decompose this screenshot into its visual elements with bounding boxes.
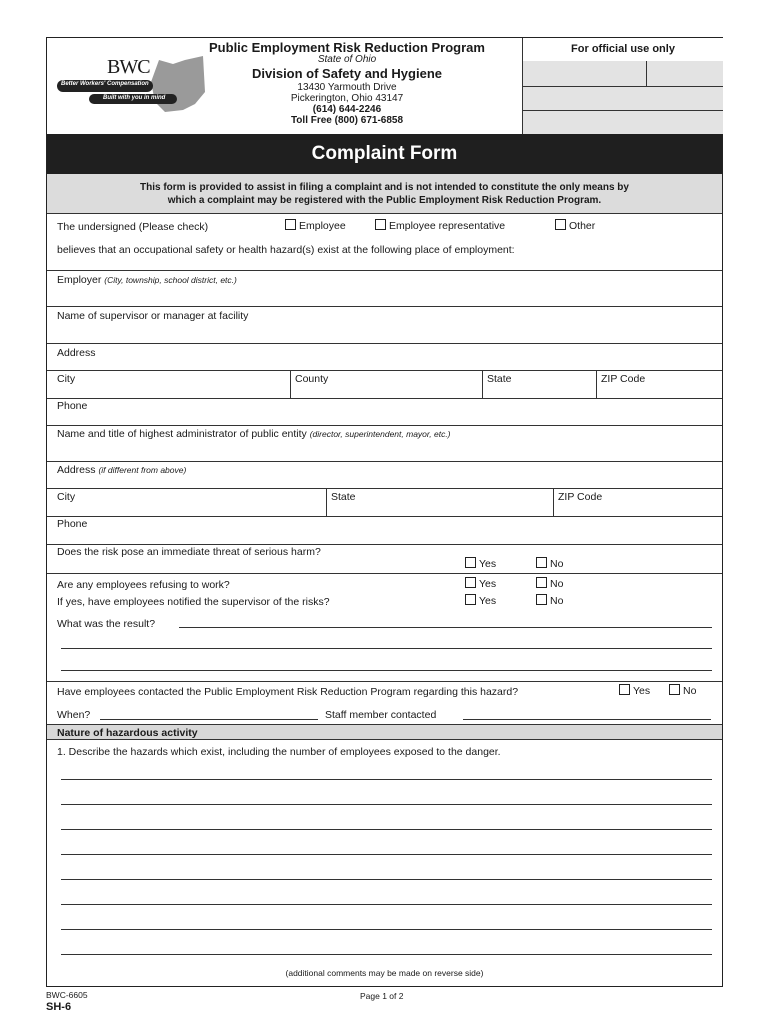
administrator-field[interactable]: Name and title of highest administrator of public entity (director, superintendent, mayor, etc.) — [57, 428, 451, 440]
state2-field[interactable]: State — [331, 491, 356, 503]
employee-option[interactable]: Employee — [285, 219, 346, 232]
state-name: State of Ohio — [317, 54, 377, 65]
threat-yes-checkbox[interactable] — [465, 557, 476, 568]
city2-field[interactable]: City — [57, 491, 76, 503]
describe-line[interactable] — [61, 829, 712, 830]
employee-rep-option[interactable]: Employee representative — [375, 219, 505, 232]
refusing-yes-checkbox[interactable] — [465, 577, 476, 588]
intro-line-2: which a complaint may be registered with the Public Employment Risk Reduction Program. — [167, 195, 602, 206]
additional-comments-note: (additional comments may be made on reverse side) — [285, 968, 484, 978]
phone-number: (614) 644-2246 — [312, 104, 382, 115]
staff-input[interactable] — [463, 719, 711, 720]
employee-rep-checkbox[interactable] — [375, 219, 386, 230]
threat-yes[interactable]: Yes — [465, 557, 496, 570]
address2-field[interactable]: Address (if different from above) — [57, 464, 187, 476]
intro-text — [47, 174, 722, 214]
address-field[interactable]: Address — [57, 347, 96, 359]
result-line-1[interactable] — [179, 627, 712, 628]
notified-no-checkbox[interactable] — [536, 594, 547, 605]
official-use-box — [522, 38, 723, 134]
nature-item-1: 1. Describe the hazards which exist, including the number of employees exposed to the danger. — [57, 746, 501, 758]
address-line-2: Pickerington, Ohio 43147 — [290, 93, 404, 104]
undersigned-label: The undersigned (Please check) — [57, 221, 209, 233]
zip2-field[interactable]: ZIP Code — [558, 491, 603, 503]
result-question: What was the result? — [57, 618, 156, 630]
zip-field[interactable]: ZIP Code — [601, 373, 646, 385]
staff-label: Staff member contacted — [325, 709, 437, 721]
official-use-label: For official use only — [523, 38, 723, 62]
complaint-form — [46, 37, 723, 987]
toll-free-number: Toll Free (800) 671-6858 — [290, 115, 404, 126]
employer-field[interactable]: Employer (City, township, school district, etc.) — [57, 274, 237, 286]
notified-question: If yes, have employees notified the supervisor of the risks? — [57, 596, 330, 608]
contacted-no-checkbox[interactable] — [669, 684, 680, 695]
logo-tagline-2: Built with you in mind — [103, 95, 166, 101]
when-input[interactable] — [100, 719, 318, 720]
result-line-3[interactable] — [61, 670, 712, 671]
program-name: Public Employment Risk Reduction Program — [209, 40, 485, 55]
contacted-yes-checkbox[interactable] — [619, 684, 630, 695]
refusing-yes[interactable]: Yes — [465, 577, 496, 590]
state-field[interactable]: State — [487, 373, 512, 385]
contacted-question: Have employees contacted the Public Employment Risk Reduction Program regarding this hazard? — [57, 686, 519, 698]
notified-yes-checkbox[interactable] — [465, 594, 476, 605]
believes-text: believes that an occupational safety or health hazard(s) exist at the following place of employment: — [57, 244, 515, 256]
form-number: BWC-6605 — [46, 990, 88, 1000]
threat-no-checkbox[interactable] — [536, 557, 547, 568]
supervisor-field[interactable]: Name of supervisor or manager at facility — [57, 310, 249, 322]
form-title: Complaint Form — [47, 134, 722, 174]
describe-line[interactable] — [61, 854, 712, 855]
division-name: Division of Safety and Hygiene — [252, 66, 442, 81]
employee-checkbox[interactable] — [285, 219, 296, 230]
contacted-yes[interactable]: Yes — [619, 684, 650, 697]
other-checkbox[interactable] — [555, 219, 566, 230]
describe-line[interactable] — [61, 929, 712, 930]
county-field[interactable]: County — [295, 373, 329, 385]
phone2-field[interactable]: Phone — [57, 518, 88, 530]
describe-line[interactable] — [61, 954, 712, 955]
other-option[interactable]: Other — [555, 219, 595, 232]
notified-no[interactable]: No — [536, 594, 563, 607]
when-label: When? — [57, 709, 91, 721]
threat-no[interactable]: No — [536, 557, 563, 570]
page-number: Page 1 of 2 — [360, 991, 404, 1001]
notified-yes[interactable]: Yes — [465, 594, 496, 607]
describe-line[interactable] — [61, 779, 712, 780]
result-line-2[interactable] — [61, 648, 712, 649]
nature-heading: Nature of hazardous activity — [47, 724, 722, 740]
intro-line-1: This form is provided to assist in filing a complaint and is not intended to constitute the only means by — [140, 182, 629, 193]
phone-field[interactable]: Phone — [57, 400, 88, 412]
city-field[interactable]: City — [57, 373, 76, 385]
refusing-question: Are any employees refusing to work? — [57, 579, 230, 591]
describe-line[interactable] — [61, 904, 712, 905]
logo-tagline-1: Better Workers' Compensation — [61, 81, 149, 87]
describe-line[interactable] — [61, 879, 712, 880]
sh-code: SH-6 — [46, 1001, 72, 1013]
threat-question: Does the risk pose an immediate threat of serious harm? — [57, 546, 321, 558]
logo-text: BWC — [107, 56, 150, 78]
refusing-no[interactable]: No — [536, 577, 563, 590]
contacted-no[interactable]: No — [669, 684, 696, 697]
describe-line[interactable] — [61, 804, 712, 805]
refusing-no-checkbox[interactable] — [536, 577, 547, 588]
address-line-1: 13430 Yarmouth Drive — [297, 82, 397, 93]
